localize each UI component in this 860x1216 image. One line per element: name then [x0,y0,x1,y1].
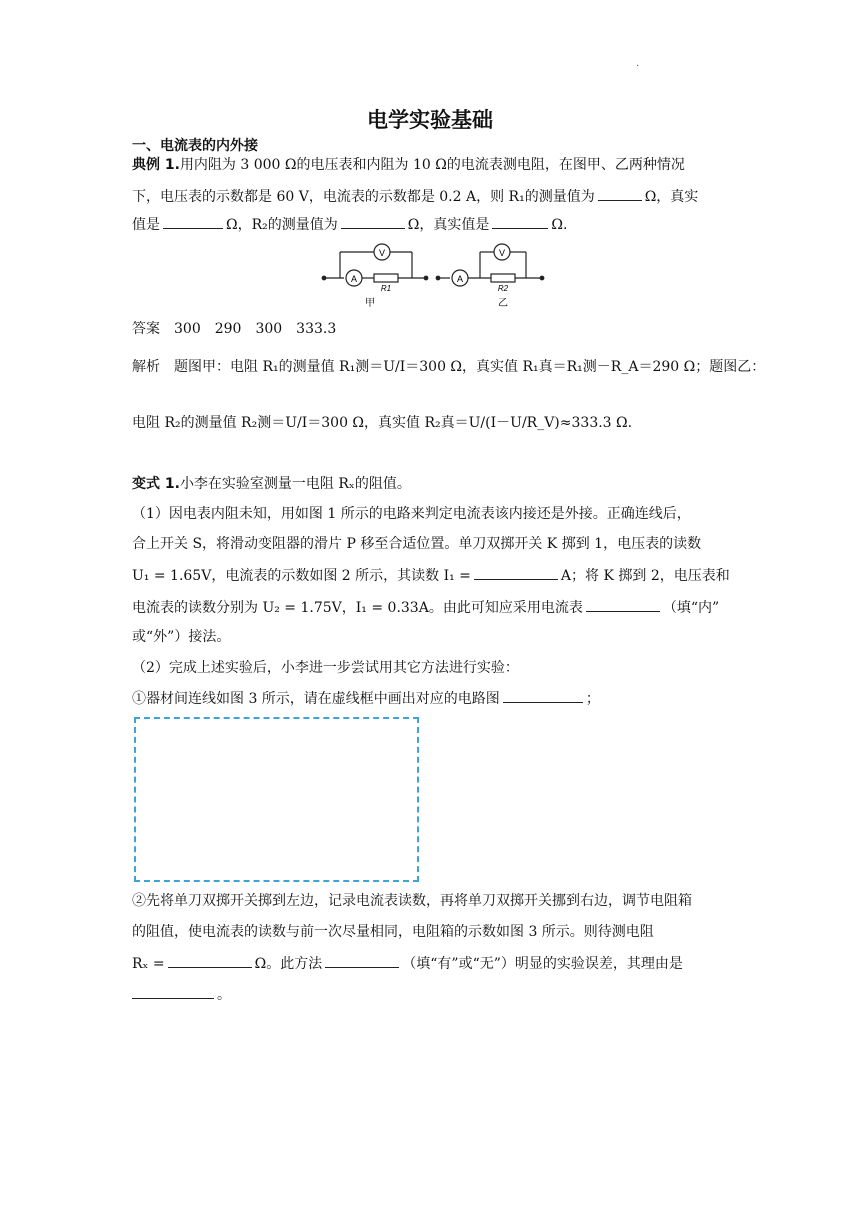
ammeter-symbol-right: A [456,274,464,284]
answer-blank[interactable] [586,597,660,612]
example1-line1 [132,155,685,175]
circuit-drawing-area[interactable] [134,717,419,882]
variant1-intro-text: 小李在实验室测量一电阻 Rₓ的阻值。 [179,476,411,492]
analysis-line1 [132,357,765,377]
variant1-p2: （2）完成上述实验后，小李进一步尝试用其它方法进行实验： [132,660,519,676]
answer-blank[interactable] [598,186,642,201]
answer-blank[interactable] [474,565,558,580]
variant1-p1-l1: （1）因电表内阻未知，用如图 1 所示的电路来判定电流表该内接还是外接。正确连线后， [132,506,691,522]
variant1-intro [132,474,411,494]
variant1-q2-l4b: 。 [217,987,231,1003]
variant1-q2-l3c: （填“有”或“无”）明显的实验误差，其理由是 [402,956,683,972]
variant1-q1 [132,688,600,709]
example1-line2 [132,186,698,207]
example1-text2-end: Ω，真实 [644,189,699,205]
section-heading: 一、电流表的内外接 [132,138,258,154]
variant1-p1-l3b: A；将 K 掷到 2，电压表和 [560,568,730,584]
example1-text2: 下，电压表的示数都是 60 V，电流表的示数都是 0.2 A，则 R₁的测量值为 [132,189,595,205]
example1-text3c: Ω，真实值是 [407,217,490,233]
answer-blank[interactable] [325,953,399,968]
variant1-q2-l3 [132,953,683,974]
variant-label: 变式 1. [132,476,180,492]
analysis-text1: 题图甲：电阻 R₁的测量值 R₁测＝U/I＝300 Ω，真实值 R₁真＝R₁测－R_A＝290 Ω；题图乙： [174,359,766,375]
analysis-line2 [132,413,632,433]
example-label: 典例 1. [132,157,180,173]
variant1-q1a: ①器材间连线如图 3 所示，请在虚线框中画出对应的电路图 [132,691,500,707]
analysis-label: 解析 [132,359,160,375]
variant1-p1-l5: 或“外”）接法。 [132,629,231,645]
example1-text3d: Ω. [551,217,568,233]
variant1-q1b: ； [585,691,600,707]
circuit-diagrams [318,240,548,312]
page-title: 电学实验基础 [367,108,493,132]
variant1-p1-l2: 合上开关 S，将滑动变阻器的滑片 P 移至合适位置。单刀双掷开关 K 掷到 1，电压表的读数 [132,536,702,552]
voltmeter-symbol-right: V [498,248,506,258]
example1-text1: 用内阻为 3 000 Ω的电压表和内阻为 10 Ω的电流表测电阻，在图甲、乙两种情况 [179,157,685,173]
answer-blank[interactable] [168,953,252,968]
variant1-p1-l4a: 电流表的读数分别为 U₂ = 1.75V，I₁ = 0.33A。由此可知应采用电流表 [132,600,583,616]
variant1-q2-l3a: Rₓ = [132,956,165,972]
variant1-p1-l3a: U₁ = 1.65V，电流表的示数如图 2 所示，其读数 I₁ = [132,568,471,584]
circuit-right [436,244,544,286]
voltmeter-symbol-left: V [378,248,386,258]
diagram-label-left: 甲 [365,298,375,309]
answer-blank[interactable] [132,984,214,999]
resistor-label-r2: R2 [497,284,509,293]
answer-blank[interactable] [492,214,548,229]
page-dot: . [636,58,640,69]
diagram-label-right: 乙 [498,298,508,309]
answer-blank[interactable] [163,214,223,229]
variant1-p1-l4b: （填“内” [662,600,720,616]
variant1-q2-l1: ②先将单刀双掷开关掷到左边，记录电流表读数，再将单刀双掷开关挪到右边，调节电阻箱 [132,893,692,909]
variant1-p1-l3 [132,565,730,586]
answer-blank[interactable] [503,688,583,703]
circuit-left [322,244,428,286]
answer-line [132,319,336,339]
example1-line3 [132,214,567,235]
variant1-p1-l4 [132,597,719,618]
example1-text3a: 值是 [132,217,160,233]
answer-label: 答案 [132,321,160,337]
example1-text3b: Ω，R₂的测量值为 [226,217,338,233]
variant1-q2-l3b: Ω。此方法 [254,956,323,972]
answer-values: 300 290 300 333.3 [174,321,337,337]
variant1-q2-l4 [132,984,231,1005]
answer-blank[interactable] [341,214,405,229]
variant1-q2-l2: 的阻值，使电流表的读数与前一次尽量相同，电阻箱的示数如图 3 所示。则待测电阻 [132,924,654,940]
analysis-text2: 电阻 R₂的测量值 R₂测＝U/I＝300 Ω，真实值 R₂真＝U/(I－U/R_V)≈333.3 Ω. [132,415,633,431]
ammeter-symbol-left: A [350,274,358,284]
resistor-label-r1: R1 [380,284,392,293]
